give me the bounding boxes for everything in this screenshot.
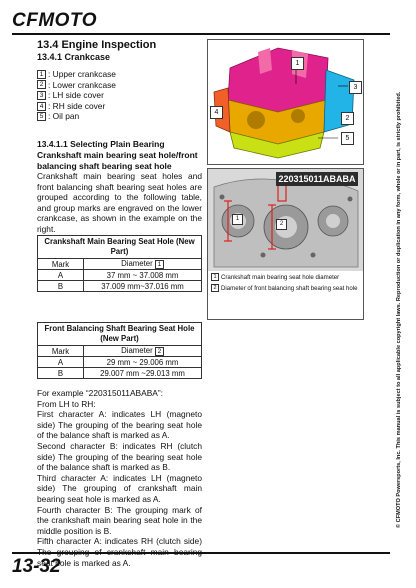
table-row	[38, 368, 202, 379]
callout-number: 2	[37, 80, 46, 89]
bearing-code-label: 220315011ABABA	[276, 172, 358, 186]
callout-3: 3	[349, 81, 362, 94]
list-item	[37, 111, 116, 122]
example-item: Third character A: indicates LH (magneto side) The grouping of crankshaft main bearing seat hole is marked as A.	[37, 472, 202, 504]
table-cell: A	[38, 357, 84, 368]
table-row	[38, 270, 202, 281]
list-item-label: : Lower crankcase	[48, 79, 116, 90]
callout-1: 1	[291, 57, 304, 70]
callout-number: 4	[37, 102, 46, 111]
caption-text: Crankshaft main bearing seat hole diameter	[221, 273, 340, 281]
caption-text: Diameter of front balancing shaft bearing seat hole	[221, 284, 358, 292]
subsection-bold-heading: Crankshaft main bearing seat hole/front balancing shaft bearing seat hole	[37, 150, 198, 171]
section-subtitle: 13.4.1 Crankcase	[37, 52, 111, 62]
caption-item	[211, 284, 358, 292]
table-row	[38, 281, 202, 292]
table-cell: 29.007 mm ~29.013 mm	[84, 368, 202, 379]
list-item-label: : RH side cover	[48, 100, 106, 111]
footer-rule	[12, 552, 390, 554]
list-item	[37, 80, 116, 91]
callout-number: 1	[155, 260, 164, 269]
table-title: Front Balancing Shaft Bearing Seat Hole (New Part)	[38, 323, 202, 346]
list-item-label: : Oil pan	[48, 111, 80, 122]
table-title: Crankshaft Main Bearing Seat Hole (New Part)	[38, 236, 202, 259]
callout-number: 2	[211, 284, 219, 292]
copyright-notice: © CFMOTO Powersports, Inc. This manual is subject to all applicable copyright laws. Reproduction or duplication in any form, whole or in part, is strictly prohibited.	[396, 91, 402, 528]
table-front-balancing	[37, 322, 202, 379]
subsection-heading: 13.4.1.1 Selecting Plain Bearing	[37, 139, 165, 149]
callout-4: 4	[210, 106, 223, 119]
crankcase-illustration	[208, 40, 363, 164]
section-title: 13.4 Engine Inspection	[37, 39, 157, 51]
bearing-mark-figure	[207, 168, 364, 320]
example-item: Fifth character A: indicates RH (clutch side) seat hole is marked as A.	[37, 536, 202, 568]
caption-item	[211, 273, 358, 281]
example-from: From LH to RH:	[37, 398, 96, 409]
figure-captions	[211, 273, 358, 292]
callout-number: 1	[211, 273, 219, 281]
example-item: Fourth character B: The grouping mark of the crankshaft main bearing seat hole in the middle position is B.	[37, 504, 202, 536]
callout-number: 3	[37, 91, 46, 100]
example-block	[37, 388, 202, 568]
example-item: First character A: indicates LH (magneto side) The grouping of the bearing seat hole of the balance shaft is marked as A.	[37, 409, 202, 441]
callout-1: 1	[232, 214, 243, 225]
list-item	[37, 101, 116, 112]
header-rule	[12, 33, 390, 35]
list-item-label: : Upper crankcase	[48, 69, 116, 79]
example-lead: For example “220315011ABABA”:	[37, 388, 164, 398]
callout-2: 2	[341, 112, 354, 125]
table-header-mark: Mark	[38, 346, 84, 357]
page-number: 13-32	[12, 556, 61, 577]
crankcase-figure	[207, 39, 364, 165]
callout-5: 5	[341, 132, 354, 145]
callout-number: 2	[155, 347, 164, 356]
table-cell: 29 mm ~ 29.006 mm	[84, 357, 202, 368]
table-crankshaft-main	[37, 235, 202, 292]
table-cell: 37.009 mm~37.016 mm	[84, 281, 202, 292]
table-cell: B	[38, 281, 84, 292]
table-cell: A	[38, 270, 84, 281]
parts-list	[37, 69, 116, 122]
table-header-mark: Mark	[38, 259, 84, 270]
intro-paragraph: Crankshaft main bearing seat holes and front balancing shaft bearing seat holes are grouped according to the following table, and group marks are engraved on the lower crankcase, as shown in the example on the right.	[37, 171, 202, 234]
list-item	[37, 69, 116, 80]
list-item-label: : LH side cover	[48, 90, 104, 101]
callout-number: 1	[37, 70, 46, 79]
table-header-diameter: Diameter 2	[84, 346, 202, 357]
example-item: Second character B: indicates RH (clutch side) The grouping of the bearing seat hole of the balance shaft is marked as B.	[37, 440, 202, 473]
brand-logo: CFMOTO	[12, 10, 97, 31]
callout-2: 2	[276, 219, 287, 230]
table-cell: B	[38, 368, 84, 379]
callout-number: 5	[37, 112, 46, 121]
table-row	[38, 357, 202, 368]
list-item	[37, 90, 116, 101]
table-header-diameter: Diameter 1	[84, 259, 202, 270]
table-cell: 37 mm ~ 37.008 mm	[84, 270, 202, 281]
